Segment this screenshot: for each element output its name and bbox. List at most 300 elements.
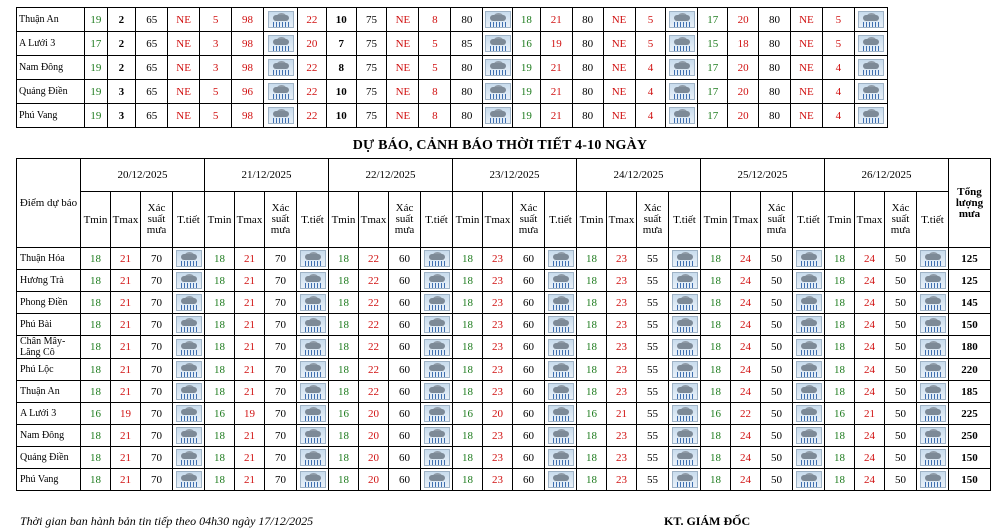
tmin-cell: 18 [453, 292, 483, 314]
table-cell: 8 [419, 104, 451, 128]
table-cell: 21 [540, 8, 572, 32]
rain-cloud-icon [424, 339, 450, 356]
table-cell: NE [168, 8, 200, 32]
table-row [17, 292, 991, 314]
rain-cloud-icon [672, 383, 698, 400]
rain-cloud-icon [796, 427, 822, 444]
tmax-cell: 23 [483, 447, 513, 469]
weather-cell [297, 425, 329, 447]
rain-cloud-icon [176, 272, 202, 289]
weather-cell [793, 403, 825, 425]
weather-cell [483, 8, 513, 32]
rain-cloud-icon [858, 83, 884, 100]
rain-cloud-icon [176, 250, 202, 267]
rain-probability-cell: 60 [513, 248, 545, 270]
table-cell: 16 [513, 32, 541, 56]
weather-cell [263, 80, 297, 104]
table-cell: 22 [298, 80, 327, 104]
rain-cloud-icon [920, 405, 946, 422]
tmax-cell: 21 [235, 447, 265, 469]
rain-probability-cell: 50 [761, 248, 793, 270]
tmax-cell: 24 [855, 359, 885, 381]
rain-cloud-icon [858, 35, 884, 52]
rain-cloud-icon [672, 449, 698, 466]
tmin-cell: 16 [577, 403, 607, 425]
tmax-cell: 24 [855, 425, 885, 447]
rain-probability-cell: 55 [637, 248, 669, 270]
location-name: Nam Đông [17, 425, 81, 447]
tmin-cell: 18 [329, 270, 359, 292]
weather-cell [421, 447, 453, 469]
tmin-cell: 16 [81, 403, 111, 425]
tmax-cell: 21 [111, 314, 141, 336]
rain-probability-cell: 60 [513, 447, 545, 469]
table-cell: 80 [572, 104, 603, 128]
weather-cell [669, 270, 701, 292]
weather-cell [669, 469, 701, 491]
rain-cloud-icon [424, 405, 450, 422]
table-row [17, 270, 991, 292]
table-cell: NE [603, 80, 635, 104]
table-cell: 17 [698, 8, 728, 32]
rain-cloud-icon [300, 383, 326, 400]
rain-cloud-icon [548, 427, 574, 444]
rain-cloud-icon [176, 383, 202, 400]
tmax-cell: 21 [111, 425, 141, 447]
rain-probability-cell: 60 [513, 292, 545, 314]
tmax-cell: 22 [359, 359, 389, 381]
table-row [17, 359, 991, 381]
table-cell: 8 [419, 80, 451, 104]
rain-probability-cell: 60 [389, 469, 421, 491]
table-cell: 19 [540, 32, 572, 56]
rain-cloud-icon [485, 83, 511, 100]
rain-probability-cell: 50 [761, 381, 793, 403]
tmin-cell: 18 [577, 381, 607, 403]
rain-probability-cell: 50 [761, 447, 793, 469]
table-cell: NE [387, 32, 419, 56]
table-cell: 4 [635, 56, 666, 80]
weather-cell [297, 403, 329, 425]
rain-cloud-icon [176, 471, 202, 488]
location-name: A Lưới 3 [17, 403, 81, 425]
tmax-cell: 24 [731, 336, 761, 359]
table-cell: 5 [635, 32, 666, 56]
tmax-cell: 21 [235, 292, 265, 314]
weather-cell [917, 425, 949, 447]
rain-cloud-icon [424, 294, 450, 311]
total-rain-cell: 250 [949, 425, 991, 447]
tmin-cell: 18 [453, 447, 483, 469]
table-cell: 65 [136, 104, 168, 128]
weather-cell [666, 8, 698, 32]
tmin-cell: 18 [577, 292, 607, 314]
tmax-cell: 24 [731, 248, 761, 270]
tmax-cell: 24 [855, 292, 885, 314]
rain-probability-cell: 50 [885, 314, 917, 336]
tmax-cell: 21 [111, 248, 141, 270]
rain-cloud-icon [796, 294, 822, 311]
total-rain-cell: 150 [949, 314, 991, 336]
tmin-cell: 18 [453, 359, 483, 381]
location-name: Thuận An [17, 381, 81, 403]
table-cell: 3 [107, 104, 136, 128]
weather-cell [421, 359, 453, 381]
signature-title: KT. GIÁM ĐỐC [664, 514, 751, 528]
location-name: Phú Bài [17, 314, 81, 336]
location-name: Phú Lộc [17, 359, 81, 381]
table-cell: 5 [419, 32, 451, 56]
table-cell: 19 [513, 104, 541, 128]
rain-probability-cell: 70 [141, 425, 173, 447]
rain-cloud-icon [672, 316, 698, 333]
weather-cell [173, 336, 205, 359]
weather-cell [854, 8, 887, 32]
tmin-cell: 18 [81, 314, 111, 336]
weather-cell [173, 469, 205, 491]
rain-cloud-icon [920, 471, 946, 488]
tmin-cell: 18 [81, 248, 111, 270]
weather-cell [173, 447, 205, 469]
tmax-cell: 21 [235, 314, 265, 336]
rain-probability-cell: 70 [265, 248, 297, 270]
tmin-cell: 18 [453, 248, 483, 270]
weather-cell [545, 292, 577, 314]
weather-cell [297, 336, 329, 359]
tmin-cell: 18 [577, 425, 607, 447]
rain-probability-cell: 60 [513, 381, 545, 403]
rain-cloud-icon [669, 11, 695, 28]
rain-cloud-icon [672, 361, 698, 378]
tmin-cell: 18 [701, 359, 731, 381]
rain-cloud-icon [424, 471, 450, 488]
weather-cell [669, 336, 701, 359]
rain-cloud-icon [300, 361, 326, 378]
tmin-cell: 16 [701, 403, 731, 425]
table-cell: 21 [540, 104, 572, 128]
rain-probability-cell: 50 [885, 248, 917, 270]
weather-cell [421, 292, 453, 314]
location-name: Phong Điền [17, 292, 81, 314]
rain-probability-cell: 70 [265, 425, 297, 447]
subheader-rain: Xác suất mưa [389, 192, 421, 248]
rain-cloud-icon [796, 361, 822, 378]
weather-cell [917, 447, 949, 469]
table-cell: NE [168, 32, 200, 56]
weather-cell [854, 56, 887, 80]
rain-probability-cell: 55 [637, 425, 669, 447]
rain-cloud-icon [796, 405, 822, 422]
weather-cell [297, 314, 329, 336]
tmax-cell: 21 [235, 270, 265, 292]
subheader-rain: Xác suất mưa [141, 192, 173, 248]
rain-probability-cell: 50 [885, 381, 917, 403]
total-rain-cell: 125 [949, 248, 991, 270]
weather-cell [173, 359, 205, 381]
rain-probability-cell: 55 [637, 469, 669, 491]
table-cell: 21 [540, 56, 572, 80]
tmax-cell: 22 [359, 336, 389, 359]
tmin-cell: 18 [81, 359, 111, 381]
header-row [17, 159, 991, 192]
tmax-cell: 23 [483, 469, 513, 491]
tmax-cell: 21 [235, 469, 265, 491]
table-cell: 80 [572, 80, 603, 104]
total-rain-cell: 125 [949, 270, 991, 292]
tmax-cell: 21 [235, 336, 265, 359]
weather-cell [669, 447, 701, 469]
rain-probability-cell: 50 [761, 403, 793, 425]
table-cell: 5 [822, 8, 854, 32]
weather-cell [421, 381, 453, 403]
subheader-weather: T.tiết [173, 192, 205, 248]
tmax-cell: 23 [607, 314, 637, 336]
tmax-cell: 20 [483, 403, 513, 425]
forecast-4-10-days-table [16, 158, 991, 491]
rain-cloud-icon [920, 361, 946, 378]
rain-probability-cell: 50 [761, 270, 793, 292]
tmax-cell: 24 [731, 425, 761, 447]
location-name: Thuận An [17, 8, 85, 32]
table-row [17, 104, 888, 128]
rain-cloud-icon [669, 35, 695, 52]
weather-cell [483, 56, 513, 80]
tmax-cell: 21 [235, 359, 265, 381]
rain-probability-cell: 60 [389, 359, 421, 381]
rain-cloud-icon [176, 339, 202, 356]
table-cell: 19 [513, 56, 541, 80]
rain-cloud-icon [548, 361, 574, 378]
table-cell: 75 [356, 104, 387, 128]
tmin-cell: 18 [577, 248, 607, 270]
table-cell: NE [603, 8, 635, 32]
rain-probability-cell: 60 [389, 314, 421, 336]
tmin-cell: 18 [329, 336, 359, 359]
table-cell: 18 [728, 32, 759, 56]
rain-cloud-icon [796, 250, 822, 267]
rain-probability-cell: 60 [513, 359, 545, 381]
rain-cloud-icon [268, 107, 294, 124]
table-cell: 15 [698, 32, 728, 56]
location-header: Điểm dự báo [17, 159, 81, 248]
rain-probability-cell: 60 [389, 403, 421, 425]
rain-probability-cell: 70 [141, 469, 173, 491]
total-rain-cell: 185 [949, 381, 991, 403]
rain-probability-cell: 60 [513, 314, 545, 336]
table-cell: 3 [200, 56, 232, 80]
rain-cloud-icon [176, 405, 202, 422]
location-name: Phú Vang [17, 469, 81, 491]
tmin-cell: 18 [701, 270, 731, 292]
weather-cell [917, 381, 949, 403]
location-name: Quảng Điền [17, 80, 85, 104]
rain-probability-cell: 50 [885, 270, 917, 292]
rain-cloud-icon [920, 250, 946, 267]
table-cell: 5 [635, 8, 666, 32]
subheader-weather: T.tiết [793, 192, 825, 248]
tmax-cell: 21 [111, 381, 141, 403]
rain-probability-cell: 55 [637, 381, 669, 403]
rain-cloud-icon [548, 339, 574, 356]
weather-cell [793, 336, 825, 359]
table-cell: 65 [136, 32, 168, 56]
table-cell: 4 [822, 56, 854, 80]
weather-cell [173, 270, 205, 292]
table-cell: 75 [356, 56, 387, 80]
tmin-cell: 18 [205, 292, 235, 314]
table-cell: NE [790, 32, 822, 56]
tmin-cell: 18 [329, 381, 359, 403]
subheader-rain: Xác suất mưa [885, 192, 917, 248]
rain-probability-cell: 60 [389, 292, 421, 314]
tmin-cell: 18 [825, 314, 855, 336]
subheader-tmax: Tmax [855, 192, 885, 248]
rain-probability-cell: 60 [389, 270, 421, 292]
total-rain-cell: 225 [949, 403, 991, 425]
tmin-cell: 18 [577, 469, 607, 491]
tmin-cell: 18 [701, 381, 731, 403]
table-cell: 65 [136, 8, 168, 32]
weather-cell [669, 425, 701, 447]
subheader-weather: T.tiết [545, 192, 577, 248]
rain-cloud-icon [548, 294, 574, 311]
weather-cell [917, 469, 949, 491]
subheader-rain: Xác suất mưa [513, 192, 545, 248]
rain-cloud-icon [424, 250, 450, 267]
table-cell: 20 [728, 80, 759, 104]
rain-cloud-icon [548, 449, 574, 466]
table-cell: 80 [572, 56, 603, 80]
tmax-cell: 23 [607, 381, 637, 403]
weather-cell [545, 381, 577, 403]
rain-cloud-icon [268, 35, 294, 52]
weather-cell [545, 447, 577, 469]
table-cell: 5 [200, 104, 232, 128]
rain-cloud-icon [485, 11, 511, 28]
rain-cloud-icon [672, 272, 698, 289]
table-cell: 4 [635, 104, 666, 128]
tmin-cell: 18 [205, 469, 235, 491]
rain-probability-cell: 70 [265, 447, 297, 469]
weather-cell [793, 359, 825, 381]
rain-cloud-icon [176, 361, 202, 378]
table-cell: 22 [298, 8, 327, 32]
subheader-weather: T.tiết [297, 192, 329, 248]
tmin-cell: 18 [577, 270, 607, 292]
tmax-cell: 23 [607, 292, 637, 314]
tmin-cell: 18 [453, 381, 483, 403]
weather-cell [483, 80, 513, 104]
rain-probability-cell: 50 [761, 336, 793, 359]
tmin-cell: 18 [205, 447, 235, 469]
weather-cell [669, 292, 701, 314]
table-cell: 80 [759, 32, 791, 56]
table-row [17, 381, 991, 403]
rain-probability-cell: 50 [761, 359, 793, 381]
tmin-cell: 18 [205, 248, 235, 270]
rain-probability-cell: 50 [885, 336, 917, 359]
table-row [17, 425, 991, 447]
weather-cell [173, 314, 205, 336]
subheader-tmax: Tmax [483, 192, 513, 248]
tmax-cell: 24 [855, 469, 885, 491]
table-row [17, 336, 991, 359]
weather-cell [793, 447, 825, 469]
table-cell: 80 [451, 104, 483, 128]
weather-cell [173, 381, 205, 403]
subheader-tmin: Tmin [81, 192, 111, 248]
table-cell: 98 [232, 8, 264, 32]
location-name: Nam Đông [17, 56, 85, 80]
rain-cloud-icon [548, 405, 574, 422]
tmax-cell: 21 [111, 270, 141, 292]
table-row [17, 314, 991, 336]
rain-cloud-icon [300, 250, 326, 267]
weather-cell [263, 32, 297, 56]
table-cell: 75 [356, 32, 387, 56]
date-header: 26/12/2025 [825, 159, 949, 192]
table-cell: NE [387, 8, 419, 32]
tmin-cell: 18 [701, 469, 731, 491]
tmin-cell: 18 [825, 248, 855, 270]
tmin-cell: 18 [825, 469, 855, 491]
rain-probability-cell: 60 [389, 248, 421, 270]
rain-cloud-icon [796, 339, 822, 356]
weather-cell [917, 359, 949, 381]
subheader-rain: Xác suất mưa [761, 192, 793, 248]
tmax-cell: 23 [483, 336, 513, 359]
table-cell: 65 [136, 56, 168, 80]
rain-cloud-icon [176, 427, 202, 444]
tmin-cell: 18 [329, 314, 359, 336]
tmax-cell: 21 [855, 403, 885, 425]
table-cell: 85 [451, 32, 483, 56]
table-cell: 80 [451, 56, 483, 80]
tmax-cell: 24 [731, 270, 761, 292]
tmax-cell: 19 [235, 403, 265, 425]
weather-cell [793, 248, 825, 270]
tmin-cell: 18 [205, 425, 235, 447]
tmin-cell: 18 [825, 425, 855, 447]
table-cell: 75 [356, 8, 387, 32]
table-row [17, 80, 888, 104]
rain-probability-cell: 55 [637, 336, 669, 359]
table-row [17, 56, 888, 80]
rain-cloud-icon [176, 294, 202, 311]
rain-probability-cell: 70 [265, 381, 297, 403]
rain-cloud-icon [485, 107, 511, 124]
tmax-cell: 22 [359, 314, 389, 336]
tmax-cell: 23 [607, 469, 637, 491]
rain-probability-cell: 70 [141, 336, 173, 359]
rain-cloud-icon [300, 449, 326, 466]
next-bulletin-note: Thời gian ban hành bản tin tiếp theo 04h30 ngày 17/12/2025 [20, 514, 314, 528]
current-forecast-table [16, 7, 888, 128]
tmin-cell: 18 [205, 270, 235, 292]
table-row [17, 403, 991, 425]
tmin-cell: 18 [825, 359, 855, 381]
rain-cloud-icon [796, 316, 822, 333]
weather-cell [669, 359, 701, 381]
table-cell: 18 [513, 8, 541, 32]
weather-cell [173, 403, 205, 425]
rain-cloud-icon [176, 449, 202, 466]
weather-cell [666, 80, 698, 104]
date-header: 23/12/2025 [453, 159, 577, 192]
tmin-cell: 18 [825, 270, 855, 292]
rain-probability-cell: 50 [885, 425, 917, 447]
subheader-tmin: Tmin [453, 192, 483, 248]
